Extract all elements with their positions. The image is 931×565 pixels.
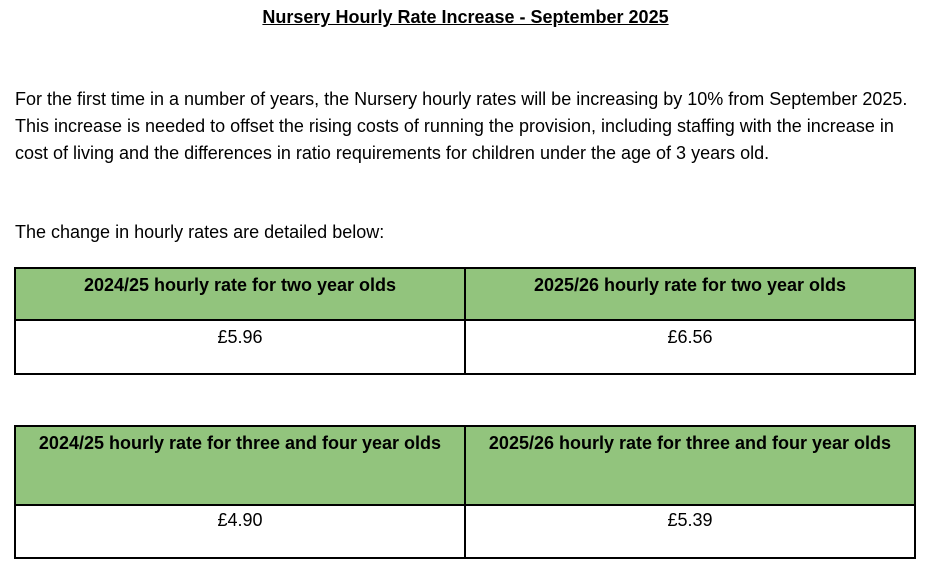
rate-2024-25-three-four-year-olds: £4.90 bbox=[15, 505, 465, 558]
table-header-row bbox=[15, 426, 915, 505]
document-title: Nursery Hourly Rate Increase - September 2025 bbox=[262, 7, 669, 27]
rate-2025-26-three-four-year-olds: £5.39 bbox=[465, 505, 915, 558]
table-header-row bbox=[15, 268, 915, 320]
rate-2025-26-two-year-olds: £6.56 bbox=[465, 320, 915, 374]
header-2024-25-two-year-olds: 2024/25 hourly rate for two year olds bbox=[15, 268, 465, 320]
header-2025-26-two-year-olds: 2025/26 hourly rate for two year olds bbox=[465, 268, 915, 320]
intro-paragraph: For the first time in a number of years, the Nursery hourly rates will be increasing by 10% from September 2025. This increase is needed to offset the rising costs of running the provision, including staffing with the increase in cost of living and the differences in ratio requirements for children under the age of 3 years old. bbox=[15, 89, 908, 163]
header-2025-26-three-four-year-olds: 2025/26 hourly rate for three and four year olds bbox=[465, 426, 915, 505]
rate-2024-25-two-year-olds: £5.96 bbox=[15, 320, 465, 374]
table-row bbox=[15, 320, 915, 374]
rates-subheading: The change in hourly rates are detailed below: bbox=[15, 222, 385, 242]
table-row bbox=[15, 505, 915, 558]
three-four-year-olds-rate-table bbox=[14, 425, 916, 559]
header-2024-25-three-four-year-olds: 2024/25 hourly rate for three and four year olds bbox=[15, 426, 465, 505]
two-year-olds-rate-table bbox=[14, 267, 916, 375]
